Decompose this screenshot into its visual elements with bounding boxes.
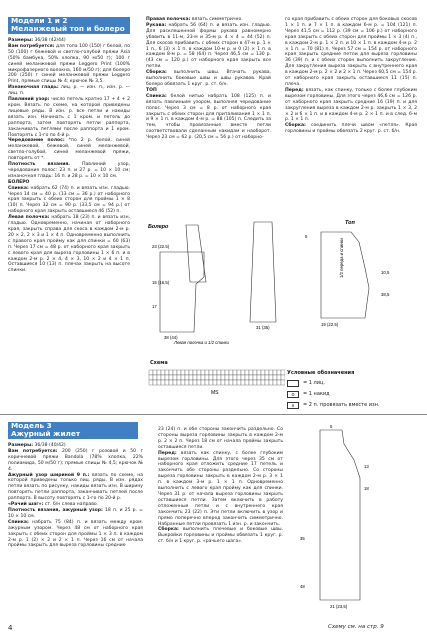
paragraph: 23 (24) п. и обе стороны закончить раздельно. Со стороны выреза горловины закрыть в каждом 2-м р. 2 × 2 п. Через 18 см от начала проймы закрыть оставшиеся петли. [158, 427, 283, 450]
paragraph-lead: ТОП [146, 87, 157, 93]
stitch-cell [209, 370, 213, 375]
stitch-cell [201, 375, 205, 380]
svg-text:5: 5 [305, 234, 308, 239]
legend-item-yarnover: o = 1 накид [287, 391, 380, 398]
paragraph: Сборка: выполнить плечевые и боковые швы. Выкройки горловины и проймы обвязать 1 круг. р. ст. б/н и 1 круг. р. «рачьего шага». [158, 527, 283, 545]
svg-text:18: 18 [364, 486, 369, 491]
legend-title: Условные обозначения [287, 370, 355, 376]
section1-column2 [146, 17, 271, 235]
top-schematic [246, 218, 284, 336]
paragraph-lead: Размеры: [8, 443, 34, 448]
stitch-cell [161, 375, 165, 380]
chart-ms-label: MS [211, 390, 219, 396]
svg-text:31 (35): 31 (35) [256, 325, 270, 330]
stitch-chart [147, 368, 285, 396]
paragraph-lead: Плотность вязания. [8, 162, 71, 168]
stitch-cell [213, 370, 217, 375]
paragraph: го края прибавить с обеих сторон для боковых скосов 1 × 1 п. и 7 × 1 п. в каждом 6-м р. = 104 (121) п. Через 41,5 см = 112 р. (39 см = 106 р.) от наборного края закрыть с обеих сторон для проймы 1 × 3 (4) п., в каждом 2-м р. 1 × 2 п. и 10 × 1 п. в каждом 4-м р. 2 × 1 п. = 70 (81) п. Через 57 см = 154 р. от наборного края закрыть средние петли для выреза горловины 36 (39) п. и с обеих сторон выполнить закругление. Для закругления выреза закрыть с внутреннего края в каждом 2-м р. 2 × 2 и 2 × 1 п. Через 60,5 см = 154 р. от наборного края закрыть оставшиеся 11 (15) п. плеча. [285, 17, 417, 87]
stitch-cell [197, 375, 201, 380]
yarnover-symbol-icon: o [287, 391, 299, 398]
stitch-cell [193, 375, 197, 380]
paragraph: Вам потребуется: 200 (250) г розовой и 50 г коричневой пряжи Bandola (78% хлопка, 22% полиамида, 50 м/50 г); прямые спицы № 4,5; крючок № 4. [8, 448, 143, 472]
paragraph-lead: Спинка: [146, 93, 167, 99]
bolero-schematic [146, 222, 242, 352]
svg-text:13: 13 [364, 464, 369, 469]
stitch-cell [245, 370, 249, 375]
stitch-cell [221, 370, 225, 375]
paragraph: Спинка: набрать 75 (84) п. и вязать между кром. ажурным узором. Через 48 см от наборного края закрыть с обеих сторон для проймы 1 × 3 п. в каждом 2-м р. 1 (2) × 2 и 2 × 1 п. Через 16 см от начала проймы закрыть для выреза горловины средние [8, 519, 143, 549]
svg-text:35: 35 [300, 536, 305, 541]
bolero-title: Болеро [148, 224, 169, 230]
stitch-cell [181, 380, 185, 385]
stitch-cell [217, 370, 221, 375]
paragraph-lead: БОЛЕРО [8, 179, 30, 185]
paragraph: Левая полочка: набрать 18 (23) п. и вязать изн. гладью. Одновременно, начиная от наборного края, закрыть справа для скоса в каждом 2-м р. 20 × 2, 2 × 3 и 1 × 4 п. Одновременно выполнить с правого края пройму как для спинки = 60 (63) п. Через 17 см = 48 р. от наборного края закрыть с левого края для выреза горловины 1 × 6 п. и в каждом 2-м р. 2 × 4, 4 × 3, 10 × 2 и 4 × 1 п. Оставшиеся 10 (13) п. плечах закрыть на высоте спинки. [8, 215, 130, 274]
svg-text:21 (23,5): 21 (23,5) [330, 604, 348, 609]
stitch-cell [205, 370, 209, 375]
paragraph-lead: Чередование полос: [8, 138, 65, 144]
stitch-cell [177, 380, 181, 385]
stitch-cell [221, 375, 225, 380]
svg-text:38 (44): 38 (44) [164, 335, 178, 340]
stitch-cell [213, 375, 217, 380]
legend-item-knit: = 1 лиц. [287, 380, 380, 387]
stitch-cell [209, 380, 213, 385]
stitch-cell [273, 375, 277, 380]
stitch-cell [221, 380, 225, 385]
stitch-cell [209, 375, 213, 380]
paragraph-lead: Ажурный узор шириной 9 п.: [8, 472, 90, 478]
stitch-cell [249, 380, 253, 385]
stitch-cell [269, 370, 273, 375]
stitch-cell [249, 370, 253, 375]
paragraph-lead: Левая полочка: [8, 215, 50, 221]
svg-text:10,5: 10,5 [381, 270, 390, 275]
paragraph-lead: Перед: [285, 87, 304, 93]
legend-item-k2tog: ∧ = 2 п. провязать вместе изн. [287, 402, 380, 409]
paragraph: Сборка: выполнить швы. Втачать рукава, выполнить боковые швы и швы рукавов. Край болеро обвязать 1 круг. р. ст. б/н. [146, 70, 271, 87]
page-number: 4 [8, 624, 13, 632]
stitch-cell [225, 375, 229, 380]
stitch-cell [149, 380, 153, 385]
paragraph: Спинка: набрать 62 (74) п. и вязать изн. гладью. Через 14 см = 40 р. (13 см = 36 р.) от наборного края закрыть с обеих сторон для проймы 1 × 8 (10) п. Через 32 см = 90 р. (33,5 см = 94 р.) от наборного края закрыть оставшиеся 46 (52) п. [8, 185, 130, 215]
stitch-cell [281, 370, 285, 375]
stitch-cell [245, 375, 249, 380]
stitch-cell [213, 380, 217, 385]
paragraph: Павлиний узор: число петель кратно 17 + 4 + 2 кром. Вязать по схеме, на которой приведены лицевые ряды. В изн. р. все петли и накиды вязать изн. Начинать с 1 кром. и петель до раппорта, затем повторять петли раппорта, заканчивать петлями после раппорта и 1 кром. Повторять с 1-го по 4-й р. [8, 97, 130, 138]
stitch-cell [205, 375, 209, 380]
stitch-cell [149, 370, 153, 375]
stitch-cell [185, 380, 189, 385]
stitch-cell [265, 380, 269, 385]
paragraph-lead: Рукава: [146, 22, 167, 28]
stitch-cell [253, 380, 257, 385]
paragraph: Сборка: соединить плечи швом «петля». Края горловины и проймы обвязать 2 круг. р. ст. б/н. [285, 123, 417, 135]
paragraph: Изнаночная гладь: лиц. р. — изн. п., изн. р. — лиц. п. [8, 85, 130, 97]
stitch-cell [197, 380, 201, 385]
stitch-cell [237, 375, 241, 380]
stitch-cell [257, 380, 261, 385]
section2-header [8, 422, 138, 439]
stitch-cell [229, 380, 233, 385]
section1-title: Модели 1 и 2 [11, 16, 68, 25]
paragraph: Спинка: белой нитью набрать 108 (125) п. и вязать павлиньим узором, выполняя чередование полос. Через 3 см = 8 р. от наборного края закрыть с обеих сторон для приталивания 1 × 1 п. и 9 × 1 п. в каждом 4-м р. = 88 (105) п. Следить за тем, чтобы провязанные вместе петли соответствовали сделанным накидам и наоборот. Через 23 см = 62 р. (20,5 см = 56 р.) от наборно- [146, 93, 271, 141]
stitch-cell [269, 375, 273, 380]
paragraph: Рукава: набрать 56 (64) п. и вязать изн. гладью. Для расклешенной формы рукава равномерно убавить в 11-м, 23-м и 35-м р. 4 × 4 = 44 (52) п. Для скосов прибавить с обеих сторон в 47-м р. 1 × 1 п., 6 (3) × 1 п. в каждом 10-м р. и 0 (2) × 1 п. в каждом 8-м р. = 58 (64) п. Через 46,5 см = 130 р. (43 см = 120 р.) от наборного края закрыть все петли. [146, 22, 271, 70]
paragraph: Вам потребуется: для топа 100 (150) г белой, по 50 (100) г бежевой и светло-голубой пряжи Asia (50% бамбука, 50% хлопка, 90 м/50 г); 100 г синей меланжевой пряжи Leggero Print (100% микрофазерного волокна, 160 м/50 г); для болеро 200 (250) г синей меланжевой пряжи Leggero Print, прямые спицы № 4; крючок № 3,5. [8, 43, 130, 85]
stitch-cell [217, 380, 221, 385]
paragraph-lead: Сборка: [158, 527, 179, 533]
top-title: Топ [345, 220, 355, 226]
stitch-cell [281, 375, 285, 380]
stitch-cell [189, 380, 193, 385]
stitch-cell [229, 370, 233, 375]
stitch-cell [265, 375, 269, 380]
paragraph-lead: Спинка: [8, 185, 29, 191]
stitch-cell [257, 375, 261, 380]
paragraph: Ажурный узор шириной 9 п.: вязать по схеме, на которой приведены только лиц. ряды. В изн. рядах петли вязать по рисунку, накиды вязать изн. В ширину повторять петли раппорта, заканчивать петлей после раппорта. В высоту повторять с 1-го по 20-й р. [8, 472, 143, 502]
paragraph: «Рачий шаг»: ст. б/н слева направо. [8, 502, 99, 508]
stitch-cell [157, 380, 161, 385]
stitch-cell [149, 375, 153, 380]
stitch-cell [233, 370, 237, 375]
stitch-cell [269, 380, 273, 385]
section2-title: Модель 3 [11, 421, 52, 430]
paragraph: Размеры: 36/38 (42/44) [8, 38, 66, 43]
paragraph: Плотность вязания. Павлиний узор, чередование полос: 23 п. и 27 р. = 10 × 10 см; изнаночная гладь: 16 п. и 28 р. = 10 × 10 см. [8, 162, 130, 179]
stitch-cell [277, 370, 281, 375]
stitch-cell [229, 375, 233, 380]
svg-text:15 (16,5): 15 (16,5) [152, 280, 170, 285]
section-divider [0, 414, 427, 415]
section2-column1 [8, 443, 143, 618]
stitch-cell [241, 375, 245, 380]
stitch-cell [225, 370, 229, 375]
legend [287, 380, 380, 413]
stitch-cell [241, 370, 245, 375]
stitch-cell [265, 370, 269, 375]
stitch-cell [253, 375, 257, 380]
svg-text:38,5: 38,5 [381, 292, 390, 297]
svg-text:17: 17 [152, 304, 157, 309]
stitch-cell [165, 370, 169, 375]
stitch-cell [193, 380, 197, 385]
paragraph-lead: «Рачий шаг»: [8, 502, 44, 508]
stitch-cell [237, 370, 241, 375]
schema-title: Схема [150, 360, 168, 366]
stitch-cell [217, 375, 221, 380]
stitch-cell [225, 380, 229, 385]
paragraph: Чередование полос: *по 2 р. белой, синей меланжевой, бежевой, синей меланжевой, светло-голубой, синей меланжевой пряжи, повторять от *. [8, 138, 130, 162]
stitch-cell [273, 380, 277, 385]
stitch-cell [157, 370, 161, 375]
stitch-cell [245, 380, 249, 385]
paragraph-lead: Вам потребуется: [8, 43, 55, 49]
stitch-cell [273, 370, 277, 375]
paragraph-lead: Изнаночная гладь: [8, 85, 59, 91]
section1-column1 [8, 38, 130, 304]
svg-text:1/2 переда и спинки: 1/2 переда и спинки [339, 238, 344, 278]
paragraph-lead: Правая полочка: [146, 17, 191, 22]
stitch-cell [237, 380, 241, 385]
stitch-cell [249, 375, 253, 380]
stitch-cell [173, 375, 177, 380]
paragraph-lead: Сборка: [285, 123, 306, 129]
stitch-cell [181, 375, 185, 380]
stitch-cell [177, 370, 181, 375]
top-front-schematic [285, 218, 420, 336]
stitch-cell [173, 370, 177, 375]
stitch-cell [201, 380, 205, 385]
k2tog-symbol-icon: ∧ [287, 402, 299, 409]
stitch-cell [185, 375, 189, 380]
stitch-cell [165, 375, 169, 380]
stitch-cell [197, 370, 201, 375]
paragraph: Плотность вязания, ажурный узор: 18 п. и 25 р. = 10 × 10 см. [8, 507, 143, 519]
paragraph: Правая полочка: вязать симметрично. [146, 17, 243, 22]
vest-body-shape [320, 430, 360, 600]
stitch-cell [261, 380, 265, 385]
stitch-cell [277, 380, 281, 385]
section2-column2 [158, 427, 283, 617]
bolero-front-shape [160, 252, 204, 332]
stitch-cell [185, 370, 189, 375]
paragraph: Размеры: 36/38 (40/42) [8, 443, 66, 448]
svg-text:5: 5 [330, 424, 333, 429]
paragraph: Перед: вязать, как спинку, только с более глубоким вырезом горловины. Для этого через 46,6 см = 126 р. от наборного края закрыть средние 16 (19) п. и для закругления выреза в каждом 2-м р. закрыть 1 × 3, 2 × 2 и 6 × 1 п. и в каждом 4-м р. 2 × 1 п. и в след. 6-м р. 1 × 1 п. [285, 87, 417, 123]
paragraph-lead: Павлиний узор: [8, 97, 50, 103]
stitch-grid [149, 370, 285, 385]
stitch-cell [257, 370, 261, 375]
stitch-cell [189, 370, 193, 375]
stitch-cell [205, 380, 209, 385]
stitch-cell [177, 375, 181, 380]
bolero-caption: Левая полочка и 1/2 спинки [174, 340, 229, 345]
stitch-cell [161, 380, 165, 385]
stitch-cell [165, 380, 169, 385]
top-sleeve-shape [250, 222, 276, 322]
stitch-cell [189, 375, 193, 380]
paragraph-lead: Плотность вязания, ажурный узор: [8, 507, 103, 513]
paragraph-lead: Вам потребуется: [8, 448, 58, 454]
section1-column3 [285, 17, 417, 207]
stitch-cell [261, 375, 265, 380]
stitch-cell [157, 375, 161, 380]
vest-schematic [290, 420, 420, 616]
stitch-cell [253, 370, 257, 375]
knit-symbol-icon [287, 380, 299, 387]
stitch-cell [261, 370, 265, 375]
stitch-cell [277, 375, 281, 380]
paragraph-lead: Перед: [158, 450, 177, 456]
paragraph-lead: Сборка: [146, 70, 167, 76]
svg-text:19 (22.5): 19 (22.5) [321, 322, 339, 327]
section2-subtitle: Ажурный жилет [11, 429, 81, 439]
schema-reference: Схему см. на стр. 9 [328, 624, 384, 630]
stitch-cell [281, 380, 285, 385]
top-body-shape [321, 232, 369, 318]
stitch-cell [153, 370, 157, 375]
svg-text:23 (22.5): 23 (22.5) [152, 244, 170, 249]
section1-header [8, 17, 130, 34]
stitch-cell [173, 380, 177, 385]
stitch-cell [169, 380, 173, 385]
stitch-cell [153, 375, 157, 380]
stitch-cell [233, 375, 237, 380]
paragraph: Перед: вязать как спинку, с более глубоким вырезом горловины. Для этого через 35 см от наборного края отложить средние 17 петель и закончить обе стороны раздельно. Со стороны выреза горловины закрыть в каждом 2-м р. 3 × 1 п. в каждом 3-м р. 1 × 1 п. Одновременно выполнить с левого края пройму как для спинки. Через 31 р. от начала выреза горловины закрыть оставшиеся петли. Затем включить в работу отложенные петли и с внутреннего края закончить 23 (22) п. Эти петли включить в узор и прямо поперечно вперед закончить симметрично. Набранные петли провязать 1 изн. р. и закончить. [158, 450, 283, 527]
paragraph-lead: Размеры: [8, 38, 34, 43]
stitch-cell [169, 370, 173, 375]
svg-text:48: 48 [300, 584, 305, 589]
section1-subtitle: Меланжевый топ и болеро [11, 24, 125, 34]
stitch-cell [201, 370, 205, 375]
stitch-cell [241, 380, 245, 385]
stitch-cell [169, 375, 173, 380]
stitch-cell [233, 380, 237, 385]
stitch-cell [193, 370, 197, 375]
stitch-cell [181, 370, 185, 375]
stitch-cell [161, 370, 165, 375]
stitch-cell [153, 380, 157, 385]
sleeve-shape [186, 225, 206, 282]
paragraph-lead: Спинка: [8, 519, 29, 525]
